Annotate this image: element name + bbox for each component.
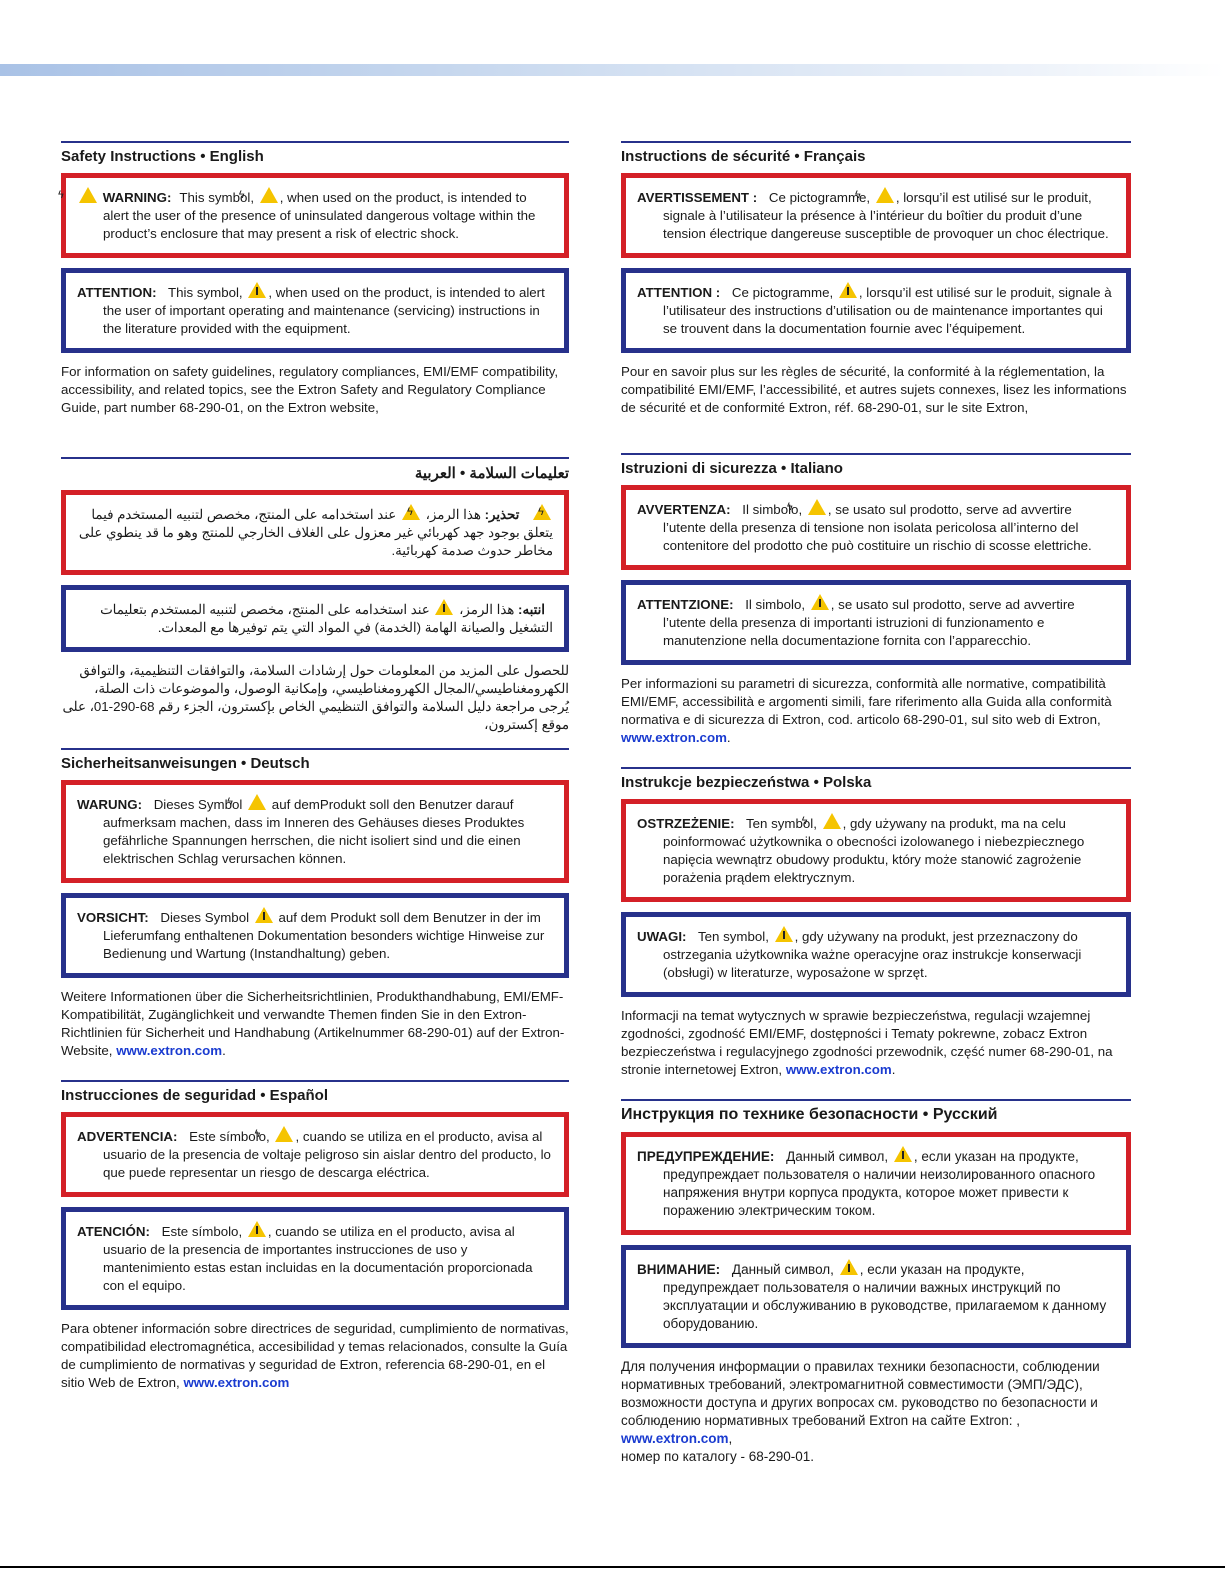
section-heading-arabic: تعليمات السلامة • العربية [61,457,569,482]
warning-text: , если указан на продукте, предупреждает пользователя о наличии неизолированного опасного напряжения внутри корпуса продукта, которое может привести к поражению электрическим током. [663,1149,1096,1218]
header-gradient-bar [0,64,1225,76]
attention-text: , lorsqu’il est utilisé sur le produit, signale à l’utilisateur des instructions d’utilisation ou de maintenance importantes qui se trouvent dans la documentation fournie avec l’équipement. [663,285,1112,336]
section-heading-french: Instructions de sécurité • Français [621,141,1131,165]
attention-text: عند استخدامه على المنتج، مخصص لتنبيه المستخدم بتعليمات التشغيل والصيانة الهامة (الخدمة) في المواد التي يتم توفيرها مع المعدات. [100,602,553,635]
extron-website-link[interactable]: www.extron.com [621,1431,729,1446]
info-paragraph-italian [621,675,1131,747]
info-paragraph-german [61,988,569,1060]
info-text-end: номер по каталогу - 68-290-01. [621,1449,815,1464]
footer-rule [0,1566,1225,1568]
warning-text: , se usato sul prodotto, serve ad avvertire l’utente della presenza di tensione non isolata pericolosa all’interno del contenitore del prodotto che può costituire un rischio di scosse elettriche. [663,502,1092,553]
info-text-end: . [222,1043,226,1058]
attention-text-pre: Ten symbol, [697,929,769,944]
warning-text: , lorsqu’il est utilisé sur le produit, signale à l’utilisateur la présence à l’intérieur du boîtier du produit d’une tension électrique dangereuse susceptible de provoquer un choc électrique. [663,190,1109,241]
lightning-warning-triangle-icon [823,813,841,829]
attention-text: auf dem Produkt soll dem Benutzer in der im Lieferumfang enthaltenen Dokumentation besonders wichtige Hinweise zur Bedienung und Wartung (Instandhaltung) geben. [103,910,545,961]
info-paragraph-arabic: للحصول على المزيد من المعلومات حول إرشادات السلامة، والتوافقات التنظيمية، والتوافق الكهرومغناطيسي/المجال الكهرومغناطيسي، وإمكانية الوصول، والموضوعات ذات الصلة، يُرجى مراجعة دليل السلامة والتوافق التنظيمي الخاص بإكسترون، الجزء رقم 68-290-01، على موقع إكسترون، [62,663,569,732]
info-paragraph-english: For information on safety guidelines, regulatory compliances, EMI/EMF compatibility, accessibility, and related topics, see the Extron Safety and Regulatory Compliance Guide, part number 68-290-01, on the Extron website, [61,364,559,415]
exclamation-warning-triangle-icon [255,907,273,923]
attention-text: , если указан на продукте, предупреждает пользователя о наличии важных инструкций по эксплуатации и обслуживанию в руководстве, прилагаемом к данному оборудованию. [663,1262,1107,1331]
warning-text-pre: This symbol, [179,190,255,205]
warning-box-german [61,780,569,883]
warning-text-pre: هذا الرمز، [425,507,481,522]
section-french [621,141,1131,417]
attention-label: ВНИМАНИЕ: [637,1262,721,1277]
section-russian [621,1099,1131,1466]
attention-box-polish [621,912,1131,997]
warning-box-french [621,173,1131,258]
warning-text-pre: Este símbolo, [189,1129,270,1144]
section-italian [621,453,1131,747]
exclamation-warning-triangle-icon [839,282,857,298]
warning-box-russian [621,1132,1131,1235]
lightning-warning-triangle-icon [275,1126,293,1142]
warning-label: OSTRZEŻENIE: [637,816,735,831]
warning-text-pre: Данный символ, [786,1149,889,1164]
warning-text: عند استخدامه على المنتج، مخصص لتنبيه المستخدم فيما يتعلق بوجود جهد كهربائي غير معزول على الغلاف الخارجي للمنتج وهو ما قد ينطوي على مخاطر حدوث صدمة كهربائية. [78,507,553,558]
attention-box-russian [621,1245,1131,1348]
attention-box-french [621,268,1131,353]
warning-box-italian [621,485,1131,570]
info-paragraph-spanish [61,1320,569,1392]
section-heading-polish: Instrukcje bezpieczeństwa • Polska [621,767,1131,791]
section-heading-german: Sicherheitsanweisungen • Deutsch [61,748,569,772]
attention-text-pre: Este símbolo, [161,1224,243,1239]
attention-text: , cuando se utiliza en el producto, avisa al usuario de la presencia de importantes instrucciones de uso y mantenimiento estas estan incluidas en la documentación proporcionada con el equipo. [103,1224,533,1293]
warning-text: , cuando se utiliza en el producto, avisa al usuario de la presencia de voltaje peligroso sin aislar dentro del producto, lo que puede representar un riesgo de descarga eléctrica. [103,1129,551,1180]
right-column [621,141,1131,1486]
extron-website-link[interactable]: www.extron.com [621,730,727,745]
warning-text: auf demProdukt soll den Benutzer darauf aufmerksam machen, dass im Inneren des Gehäuses dieses Produktes gefährliche Spannungen herrschen, die nicht isoliert sind und die einen elektrischen Schlag verursachen können. [103,797,525,866]
exclamation-warning-triangle-icon [811,594,829,610]
left-column [61,141,569,1412]
warning-label: ПРЕДУПРЕЖДЕНИЕ: [637,1149,775,1164]
warning-text: , when used on the product, is intended to alert the user of the presence of uninsulated dangerous voltage within the product’s enclosure that may present a risk of electric shock. [103,190,536,241]
attention-label: UWAGI: [637,929,687,944]
attention-text: , se usato sul prodotto, serve ad avvertire l’utente della presenza di importanti istruzioni di funzionamento e manutenzione nella documentazione fornita con l’apparecchio. [663,597,1075,648]
section-arabic [61,457,569,734]
attention-label: ATTENTZIONE: [637,597,734,612]
info-paragraph-french: Pour en savoir plus sur les règles de sécurité, la conformité à la réglementation, la compatibilité EMI/EMF, l’accessibilité, et autres sujets connexes, lisez les informations de sécurité et de conformité Extron, réf. 68-290-01, sur le site Extron, [621,364,1127,415]
warning-text-pre: Dieses Symbol [153,797,243,812]
section-heading-italian: Istruzioni di sicurezza • Italiano [621,453,1131,477]
attention-text-pre: This symbol, [168,285,243,300]
exclamation-warning-triangle-icon [435,599,453,615]
info-text: Для получения информации о правилах техники безопасности, соблюдении нормативных требований, электромагнитной совместимости (ЭМП/ЭДС), возможности доступа и других вопросах см. руководство по безопасности и соблюдению нормативных требований Extron на сайте Extron: , [621,1359,1100,1428]
warning-text-pre: Ten symbol, [745,816,817,831]
attention-box-arabic [61,585,569,652]
attention-text-pre: هذا الرمز، [459,602,515,617]
info-text: Per informazioni su parametri di sicurezza, conformità alle normative, compatibilità EMI/EMF, accessibilità e argomenti simili, fare riferimento alla Guida alla conformità normativa e di sicurezza di Extron, cod. articolo 68-290-01, sul sito web di Extron, [621,676,1112,727]
attention-label: ATTENTION : [637,285,721,300]
warning-label: WARNING: [102,190,172,205]
warning-label: تحذير: [484,507,520,522]
warning-label: AVVERTENZA: [637,502,731,517]
warning-label: WARUNG: [77,797,142,812]
info-paragraph-polish [621,1007,1131,1079]
lightning-warning-triangle-icon [533,504,551,520]
info-text: Weitere Informationen über die Sicherheitsrichtlinien, Produkthandhabung, EMI/EMF-Kompatibilität, Zugänglichkeit und verwandte Themen finden Sie in den Extron-Richtlinien für Sicherheit und Handhabung (Artikelnummer 68-290-01) auf der Extron-Website, [61,989,565,1058]
section-spanish [61,1080,569,1392]
attention-text-pre: Данный символ, [731,1262,834,1277]
warning-box-spanish [61,1112,569,1197]
exclamation-warning-triangle-icon [775,926,793,942]
attention-box-spanish [61,1207,569,1310]
warning-box-arabic [61,490,569,575]
attention-label: ATENCIÓN: [77,1224,150,1239]
section-heading-russian: Инструкция по технике безопасности • Русский [621,1099,1131,1124]
exclamation-warning-triangle-icon [840,1259,858,1275]
warning-label: ADVERTENCIA: [77,1129,178,1144]
warning-box-english [61,173,569,258]
extron-website-link[interactable]: www.extron.com [785,1062,892,1077]
section-polish [621,767,1131,1079]
section-german [61,748,569,1060]
lightning-warning-triangle-icon [876,187,894,203]
lightning-warning-triangle-icon [79,187,97,203]
extron-website-link[interactable]: www.extron.com [116,1043,223,1058]
extron-website-link[interactable]: www.extron.com [183,1375,290,1390]
info-text: Informacji na temat wytycznych w sprawie bezpieczeństwa, regulacji wzajemnej zgodności, zgodność EMI/EMF, dostępności i Tematy pokrewne, zobacz Extron bezpieczeństwa i regulacyjnego zgodności przewodnik, część numer 68-290-01, na stronie internetowej Extron, [621,1008,1113,1077]
info-text-end: . [726,730,731,745]
info-text-comma: , [728,1431,733,1446]
attention-text: , gdy używany na produkt, jest przeznaczony do ostrzegania użytkownika ważne operacyjne oraz instrukcje konserwacji (obsługi) w literaturze, wyposażone w sprzęt. [663,929,1082,980]
section-heading-english: Safety Instructions • English [61,141,569,165]
lightning-warning-triangle-icon [402,504,420,520]
attention-label: ATTENTION: [77,285,157,300]
lightning-warning-triangle-icon [248,794,266,810]
lightning-warning-triangle-icon [260,187,278,203]
attention-label: انتبه: [518,602,545,617]
info-text: Para obtener información sobre directrices de seguridad, cumplimiento de normativas, compatibilidad electromagnética, accesibilidad y temas relacionados, consulte la Guía de cumplimiento de normativas y seguridad de Extron, referencia 68-290-01, en el sitio Web de Extron, [61,1321,569,1390]
warning-text-pre: Il simbolo, [742,502,803,517]
attention-text-pre: Dieses Symbol [160,910,250,925]
warning-box-polish [621,799,1131,902]
attention-box-english [61,268,569,353]
attention-box-german [61,893,569,978]
section-english [61,141,569,417]
lightning-warning-triangle-icon [808,499,826,515]
exclamation-warning-triangle-icon [894,1146,912,1162]
attention-text: , when used on the product, is intended to alert the user of important operating and maintenance (servicing) instructions in the literature provided with the equipment. [103,285,545,336]
info-text-end: . [891,1062,896,1077]
attention-box-italian [621,580,1131,665]
warning-text: , gdy używany na produkt, ma na celu poinformować użytkownika o obecności izolowanego i niebezpiecznego napięcia wewnątrz obudowy produktu, który może stanowić zagrożenie porażenia prądem elektrycznym. [663,816,1085,885]
section-heading-spanish: Instrucciones de seguridad • Español [61,1080,569,1104]
exclamation-warning-triangle-icon [248,282,266,298]
info-paragraph-russian [621,1358,1131,1466]
exclamation-warning-triangle-icon [248,1221,266,1237]
attention-text-pre: Ce pictogramme, [731,285,834,300]
attention-label: VORSICHT: [77,910,149,925]
attention-text-pre: Il simbolo, [745,597,806,612]
warning-text-pre: Ce pictogramme, [768,190,871,205]
warning-label: AVERTISSEMENT : [637,190,758,205]
